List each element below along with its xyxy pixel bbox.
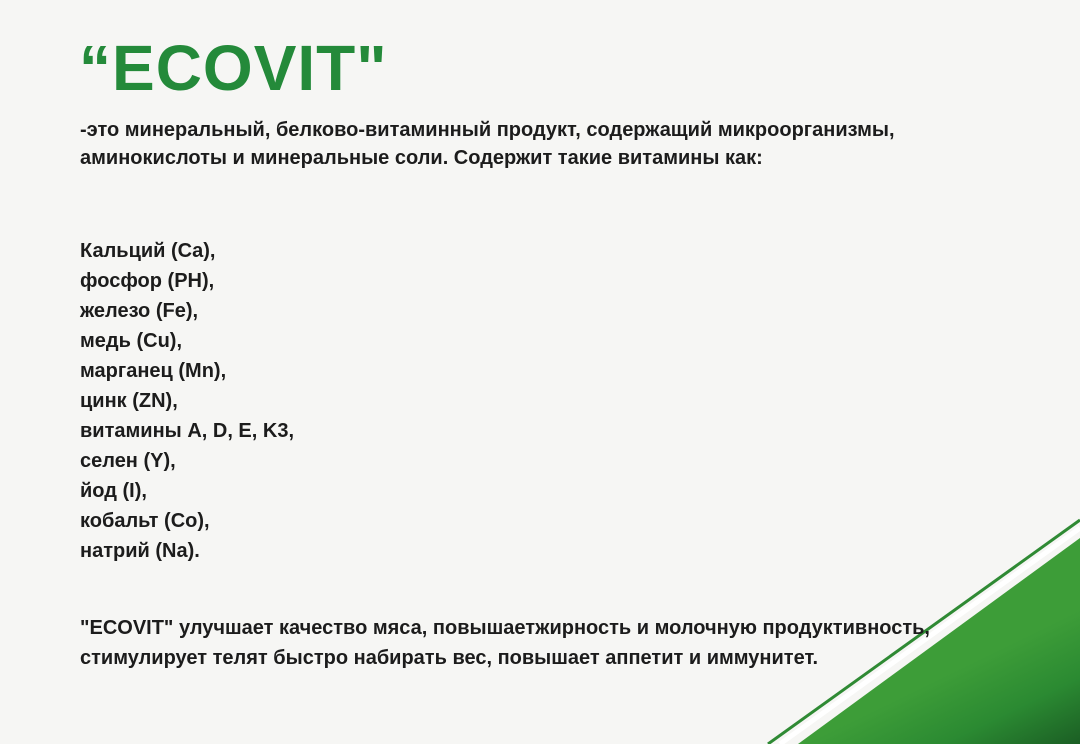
product-title: “ECOVIT" xyxy=(79,32,388,104)
list-item: Кальций (Ca), xyxy=(80,240,216,262)
list-item: витамины A, D, E, K3, xyxy=(80,420,295,442)
list-item: селен (Y), xyxy=(80,450,176,472)
list-item: натрий (Na). xyxy=(80,540,200,562)
list-item: йод (I), xyxy=(80,480,147,502)
list-item: медь (Cu), xyxy=(80,330,183,352)
minerals-list xyxy=(80,236,294,566)
list-item: фосфор (PH), xyxy=(80,270,215,292)
list-item: цинк (ZN), xyxy=(80,390,178,412)
list-item: железо (Fe), xyxy=(80,300,199,322)
list-item: кобальт (Co), xyxy=(80,510,210,532)
intro-paragraph: -это минеральный, белково-витаминный продукт, содержащий микроорганизмы, аминокислоты и минеральные соли. Содержит такие витамины как: xyxy=(80,119,895,169)
list-item: марганец (Mn), xyxy=(80,360,227,382)
benefits-paragraph: "ECOVIT" улучшает качество мяса, повышаетжирность и молочную продуктивность, стимулирует телят быстро набирать вес, повышает аппетит и иммунитет. xyxy=(80,617,930,669)
